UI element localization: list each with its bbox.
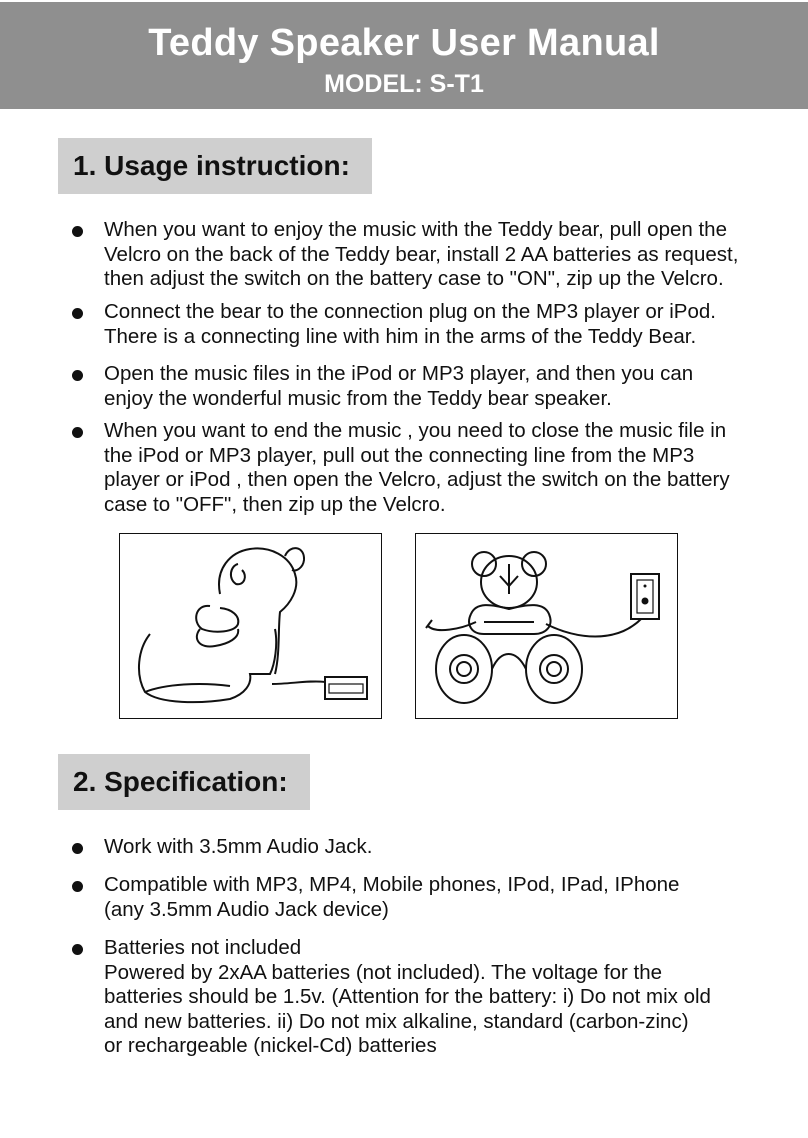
bullet-icon xyxy=(72,226,83,237)
section-usage-heading: 1. Usage instruction: xyxy=(58,138,372,194)
teddy-front-figure xyxy=(415,533,678,719)
section-specification-heading: 2. Specification: xyxy=(58,754,310,810)
bullet-icon xyxy=(72,944,83,955)
list-item: Batteries not included Powered by 2xAA batteries (not included). The voltage for the batteries should be 1.5v. (Attention for the battery: i) Do not mix old and new batteries. ii) Do not mix alkaline, standard (carbon-zinc) or rechargeable (nickel-Cd) batteries xyxy=(70,936,780,1059)
list-item: Connect the bear to the connection plug on the MP3 player or iPod. There is a connecting line with him in the arms of the Teddy Bear. xyxy=(70,300,780,349)
list-item: Work with 3.5mm Audio Jack. xyxy=(70,835,780,860)
teddy-bear-side-view-icon xyxy=(120,534,380,717)
list-item: Compatible with MP3, MP4, Mobile phones, IPod, IPad, IPhone (any 3.5mm Audio Jack device) xyxy=(70,873,780,922)
manual-header xyxy=(0,2,808,109)
bullet-icon xyxy=(72,427,83,438)
bullet-icon xyxy=(72,308,83,319)
manual-title: Teddy Speaker User Manual xyxy=(148,22,660,64)
bullet-icon xyxy=(72,881,83,892)
model-number: MODEL: S-T1 xyxy=(324,70,484,98)
teddy-side-figure xyxy=(119,533,382,719)
list-item: When you want to end the music , you need to close the music file in the iPod or MP3 player, pull out the connecting line from the MP3 player or iPod , then open the Velcro, adjust the switch on the battery case to "OFF", then zip up the Velcro. xyxy=(70,419,780,517)
bullet-icon xyxy=(72,843,83,854)
list-item: When you want to enjoy the music with the Teddy bear, pull open the Velcro on the back of the Teddy bear, install 2 AA batteries as request, then adjust the switch on the battery case to "ON", zip up the Velcro. xyxy=(70,218,780,292)
list-item: Open the music files in the iPod or MP3 player, and then you can enjoy the wonderful music from the Teddy bear speaker. xyxy=(70,362,780,411)
bullet-icon xyxy=(72,370,83,381)
teddy-bear-front-speakers-icon xyxy=(416,534,676,717)
